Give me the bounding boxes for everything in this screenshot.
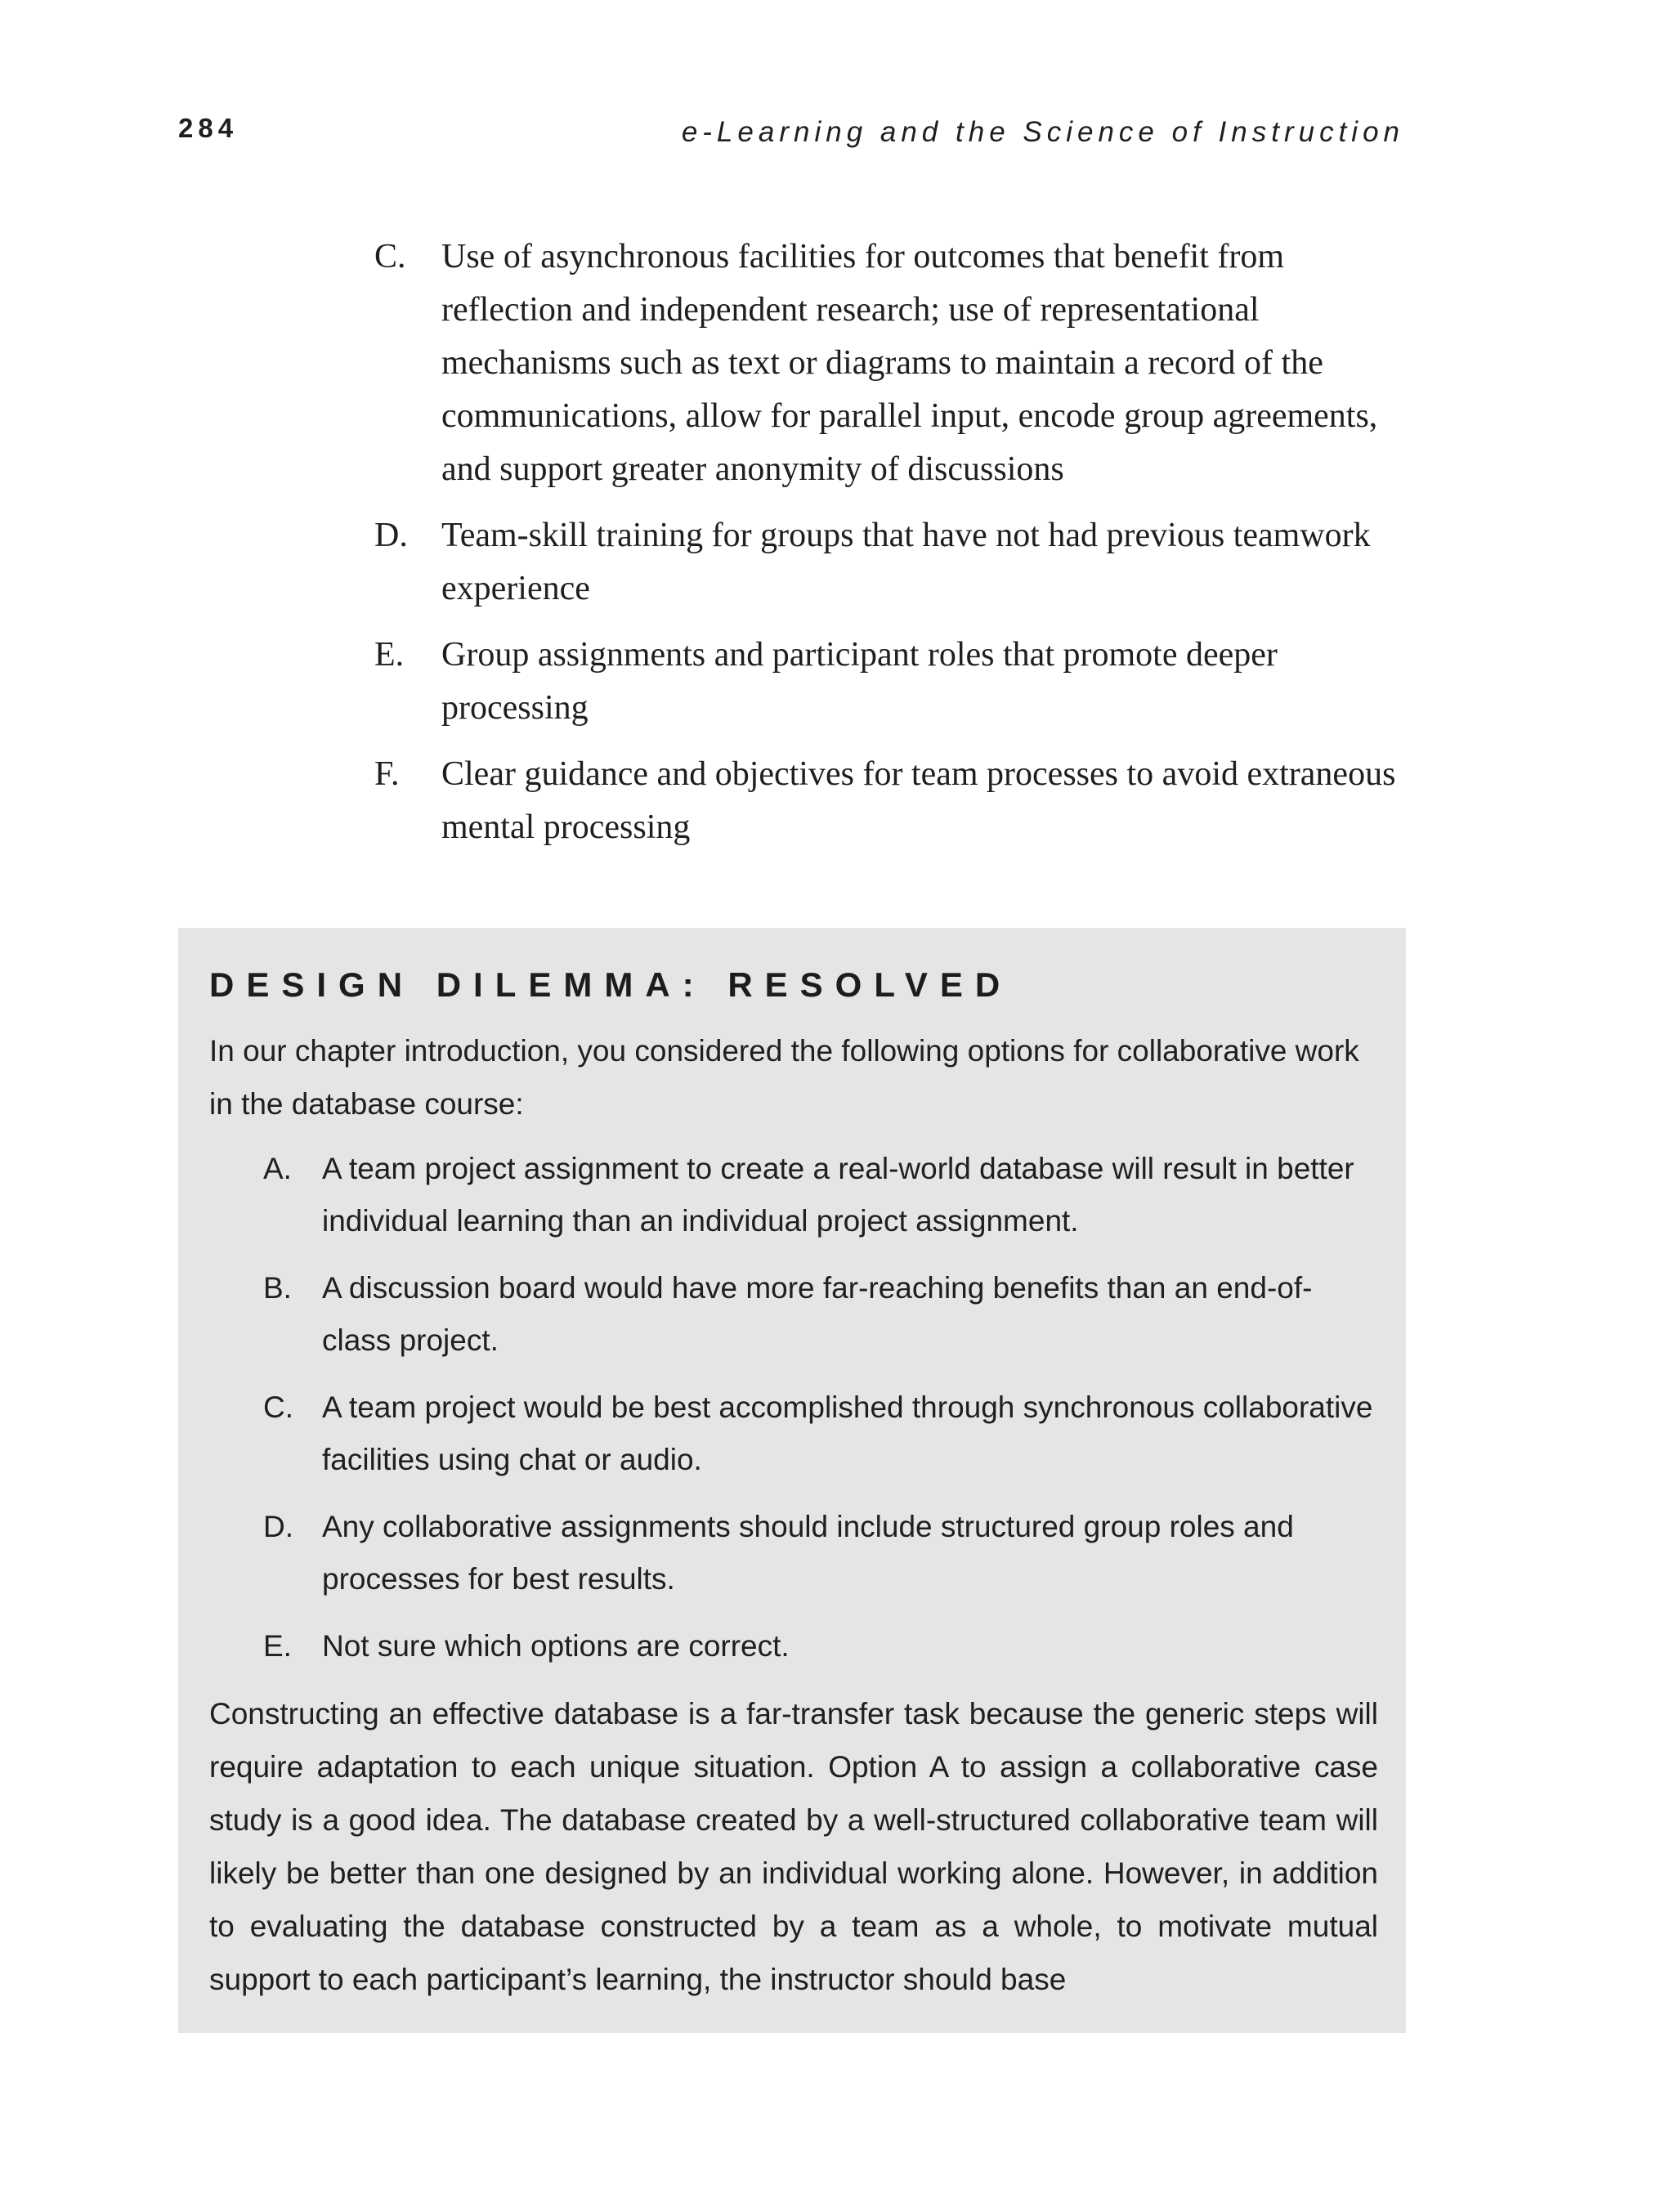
list-item <box>374 509 1406 616</box>
dilemma-intro: In our chapter introduction, you considered the following options for collaborative work in the database course: <box>209 1034 1359 1121</box>
design-dilemma-box <box>178 928 1406 2033</box>
guideline-list <box>374 231 1406 867</box>
option-item <box>263 1143 1375 1247</box>
option-item <box>263 1501 1375 1605</box>
dilemma-heading: DESIGN DILEMMA: RESOLVED <box>209 965 1013 1004</box>
list-item-letter: C. <box>374 238 406 275</box>
option-item <box>263 1262 1375 1367</box>
page-number: 284 <box>178 113 239 143</box>
options-list <box>209 1143 1375 1672</box>
option-text: A team project would be best accomplished through synchronous collaborative facilities using chat or audio. <box>322 1390 1373 1476</box>
option-text: Any collaborative assignments should include structured group roles and processes for best results. <box>322 1510 1294 1596</box>
option-letter: E. <box>263 1629 292 1663</box>
option-text: A team project assignment to create a real-world database will result in better individual learning than an individual project assignment. <box>322 1152 1354 1238</box>
list-item-letter: E. <box>374 636 405 674</box>
list-item <box>374 231 1406 496</box>
list-item-letter: D. <box>374 517 408 554</box>
option-letter: D. <box>263 1510 293 1543</box>
list-item-text: Team-skill training for groups that have not had previous teamwork experience <box>441 517 1371 607</box>
list-item <box>374 748 1406 854</box>
list-item <box>374 629 1406 735</box>
option-item <box>263 1620 1375 1672</box>
dilemma-body-text: Constructing an effective database is a far-transfer task because the generic steps will require adaptation to each unique situation. Option A to assign a collaborative case study is a good idea. The database created by a well-structured collaborative team will likely be better than one designed by an individual working alone. However, in addition to evaluating the database constructed by a team as a whole, to motivate mutual support to each participant’s learning, the instructor should base <box>209 1697 1378 1996</box>
list-item-text: Group assignments and participant roles that promote deeper processing <box>441 636 1278 727</box>
option-text: A discussion board would have more far-reaching benefits than an end-of-class project. <box>322 1271 1313 1357</box>
option-letter: C. <box>263 1390 293 1424</box>
list-item-text: Clear guidance and objectives for team processes to avoid extraneous mental processing <box>441 755 1396 846</box>
option-letter: B. <box>263 1271 292 1305</box>
option-letter: A. <box>263 1152 292 1185</box>
option-item <box>263 1381 1375 1486</box>
list-item-letter: F. <box>374 755 400 793</box>
running-head: e-Learning and the Science of Instruction <box>681 116 1404 148</box>
option-text: Not sure which options are correct. <box>322 1629 790 1663</box>
list-item-text: Use of asynchronous facilities for outcomes that benefit from reflection and independent research; use of representational mechanisms such as text or diagrams to maintain a record of the communications, allow for parallel input, encode group agreements, and support greater anonymity of discussions <box>441 238 1378 488</box>
